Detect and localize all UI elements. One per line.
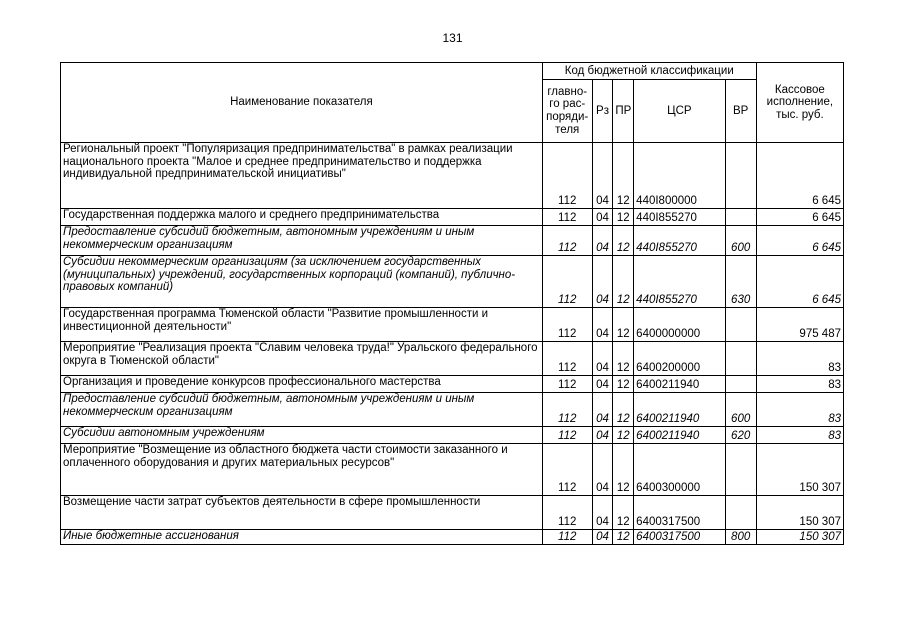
row-glav: 112 [542,376,592,393]
row-name: Мероприятие "Возмещение из областного бюджета части стоимости заказанного и оплаченного оборудования и других материальных ресурсов" [61,444,543,496]
header-amount: Кассовое исполнение, тыс. руб. [756,63,843,143]
row-rz: 04 [592,444,613,496]
row-csr: 6400211940 [634,376,725,393]
row-name: Предоставление субсидий бюджетным, автономным учреждениям и иным некоммерческим организациям [61,393,543,427]
row-name: Организация и проведение конкурсов профессионального мастерства [61,376,543,393]
row-name: Субсидии некоммерческим организациям (за исключением государственных (муниципальных) учреждений, государственных корпораций (компаний), публично-правовых компаний) [61,256,543,308]
row-vr [725,209,756,226]
header-name: Наименование показателя [61,63,543,143]
row-vr: 600 [725,393,756,427]
row-amount: 975 487 [756,308,843,342]
row-rz: 04 [592,308,613,342]
row-csr: 440I855270 [634,226,725,256]
row-pr: 12 [613,444,634,496]
row-rz: 04 [592,376,613,393]
row-glav: 112 [542,143,592,209]
header-vr: ВР [725,80,756,143]
row-rz: 04 [592,342,613,376]
row-csr: 6400000000 [634,308,725,342]
row-name: Субсидии автономным учреждениям [61,427,543,444]
row-amount: 6 645 [756,143,843,209]
row-glav: 112 [542,342,592,376]
budget-table [60,62,844,545]
header-csr: ЦСР [634,80,725,143]
row-csr: 440I855270 [634,209,725,226]
table-row [61,496,844,530]
table-row [61,209,844,226]
row-pr: 12 [613,143,634,209]
row-pr: 12 [613,496,634,530]
row-pr: 12 [613,308,634,342]
table-row [61,376,844,393]
row-vr: 630 [725,256,756,308]
row-amount: 150 307 [756,444,843,496]
row-pr: 12 [613,427,634,444]
row-vr [725,308,756,342]
row-name: Предоставление субсидий бюджетным, автономным учреждениям и иным некоммерческим организациям [61,226,543,256]
row-vr: 620 [725,427,756,444]
row-vr: 800 [725,530,756,545]
table-row [61,393,844,427]
row-glav: 112 [542,496,592,530]
row-rz: 04 [592,256,613,308]
row-amount: 83 [756,427,843,444]
row-csr: 440I800000 [634,143,725,209]
row-csr: 6400200000 [634,342,725,376]
table-row [61,256,844,308]
row-rz: 04 [592,226,613,256]
row-amount: 6 645 [756,209,843,226]
row-name: Региональный проект "Популяризация предпринимательства" в рамках реализации национального проекта "Малое и среднее предпринимательство и поддержка индивидуальной предпринимательской инициативы" [61,143,543,209]
row-vr [725,444,756,496]
row-vr [725,376,756,393]
row-amount: 6 645 [756,226,843,256]
header-rz: Рз [592,80,613,143]
row-glav: 112 [542,393,592,427]
row-vr [725,143,756,209]
row-amount: 6 645 [756,256,843,308]
row-name: Иные бюджетные ассигнования [61,530,543,545]
row-rz: 04 [592,393,613,427]
table-row [61,143,844,209]
row-glav: 112 [542,427,592,444]
page-number: 131 [442,31,463,45]
header-glav: главно- го рас- поряди- теля [542,80,592,143]
row-pr: 12 [613,393,634,427]
row-rz: 04 [592,209,613,226]
row-rz: 04 [592,496,613,530]
table-row [61,427,844,444]
row-pr: 12 [613,530,634,545]
row-csr: 6400300000 [634,444,725,496]
row-pr: 12 [613,376,634,393]
row-amount: 83 [756,342,843,376]
row-amount: 150 307 [756,530,843,545]
row-glav: 112 [542,308,592,342]
row-glav: 112 [542,530,592,545]
row-name: Государственная поддержка малого и среднего предпринимательства [61,209,543,226]
row-glav: 112 [542,209,592,226]
row-glav: 112 [542,226,592,256]
table-row [61,444,844,496]
table-row [61,342,844,376]
row-rz: 04 [592,143,613,209]
row-csr: 6400317500 [634,496,725,530]
row-rz: 04 [592,427,613,444]
header-code-group: Код бюджетной классификации [542,63,756,80]
row-vr [725,496,756,530]
row-pr: 12 [613,209,634,226]
row-pr: 12 [613,256,634,308]
row-pr: 12 [613,342,634,376]
row-pr: 12 [613,226,634,256]
row-amount: 83 [756,393,843,427]
row-amount: 83 [756,376,843,393]
row-amount: 150 307 [756,496,843,530]
row-name: Государственная программа Тюменской области "Развитие промышленности и инвестиционной деятельности" [61,308,543,342]
table-row [61,226,844,256]
row-glav: 112 [542,256,592,308]
table-row [61,530,844,545]
row-csr: 6400317500 [634,530,725,545]
header-pr: ПР [613,80,634,143]
row-vr: 600 [725,226,756,256]
row-name: Возмещение части затрат субъектов деятельности в сфере промышленности [61,496,543,530]
row-csr: 440I855270 [634,256,725,308]
row-csr: 6400211940 [634,427,725,444]
row-rz: 04 [592,530,613,545]
row-glav: 112 [542,444,592,496]
table-row [61,308,844,342]
row-name: Мероприятие "Реализация проекта "Славим человека труда!" Уральского федерального округа в Тюменской области" [61,342,543,376]
table-body [61,143,844,545]
row-csr: 6400211940 [634,393,725,427]
row-vr [725,342,756,376]
